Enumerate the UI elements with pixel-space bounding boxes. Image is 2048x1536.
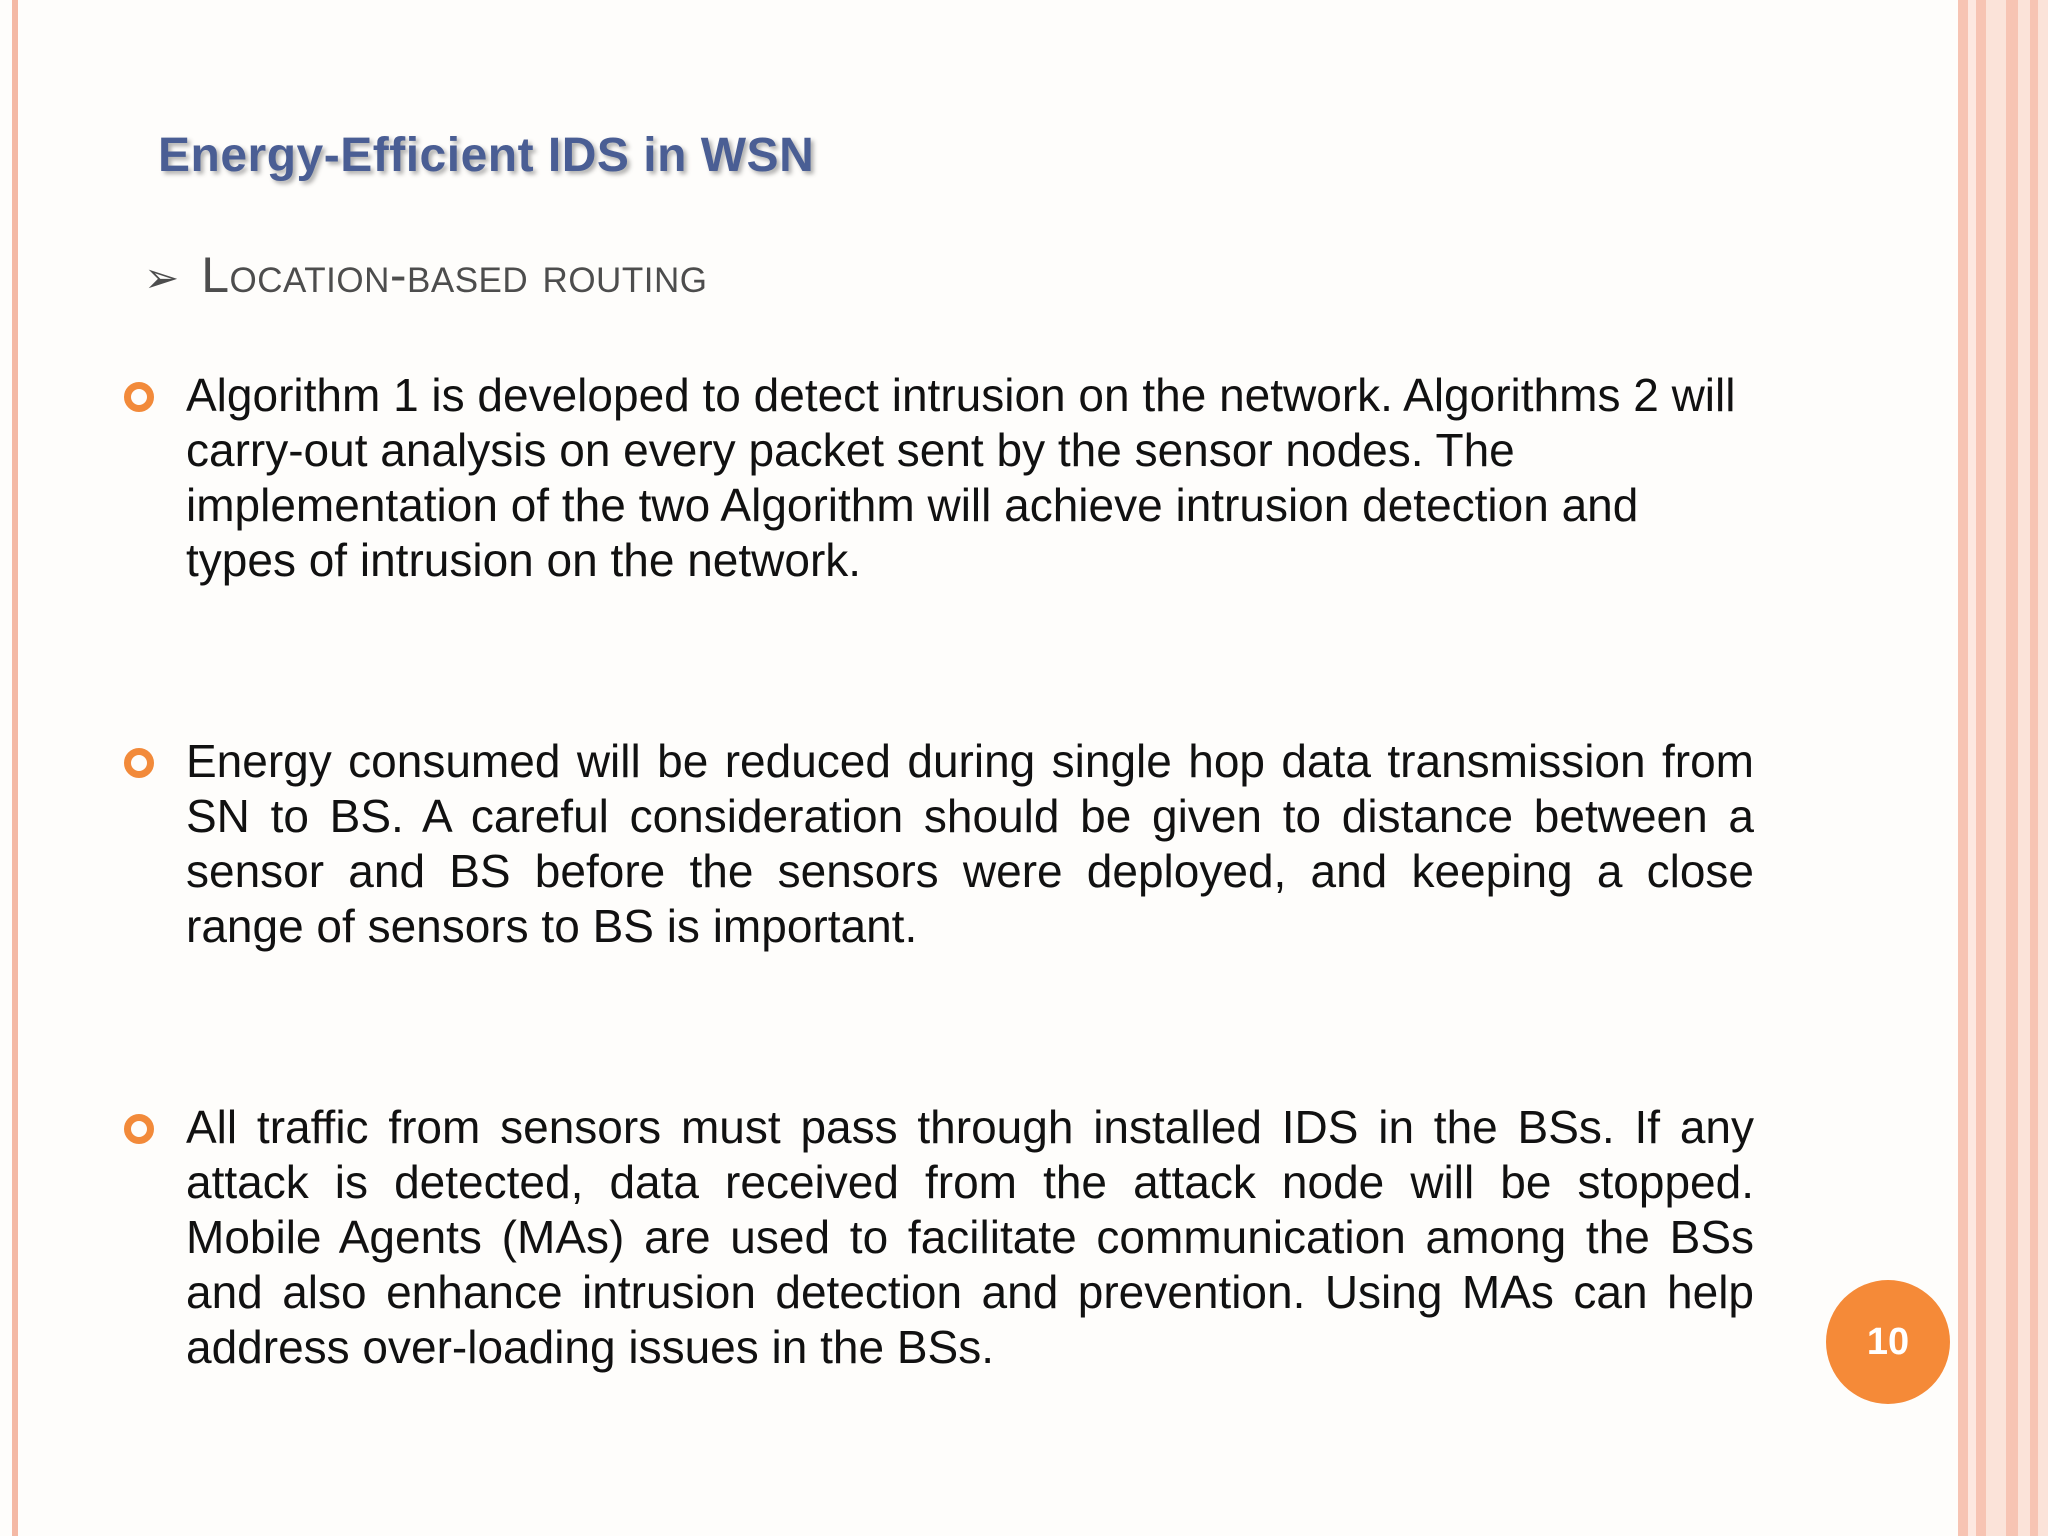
circle-bullet-icon [124, 748, 154, 778]
bullet-text: Algorithm 1 is developed to detect intrusion on the network. Algorithms 2 will carry-out analysis on every packet sent by the sensor nodes. The implementation of the two Algorithm will achieve intrusion detection and types of intrusion on the network. [186, 369, 1736, 586]
bullet-item [124, 1100, 1754, 1375]
subheading [144, 246, 707, 304]
bullet-item [124, 368, 1754, 588]
circle-bullet-icon [124, 1114, 154, 1144]
subheading-text: Location-based routing [201, 247, 708, 303]
circle-bullet-icon [124, 382, 154, 412]
right-stripe-decoration [2030, 0, 2038, 1536]
bullet-text: Energy consumed will be reduced during single hop data transmission from SN to BS. A careful consideration should be given to distance between a sensor and BS before the sensors were deployed, and keeping a close range of sensors to BS is important. [186, 735, 1754, 952]
page-number-badge [1826, 1280, 1950, 1404]
left-border-decoration [12, 0, 18, 1536]
slide-title: Energy-Efficient IDS in WSN [158, 129, 815, 182]
page-number: 10 [1866, 1320, 1910, 1363]
right-stripe-decoration [1976, 0, 1986, 1536]
right-stripe-decoration [1958, 0, 1968, 1536]
right-stripe-decoration [1968, 0, 1976, 1536]
bullet-item [124, 734, 1754, 954]
right-stripe-decoration [2006, 0, 2018, 1536]
bullet-text: All traffic from sensors must pass through installed IDS in the BSs. If any attack is detected, data received from the attack node will be stopped. Mobile Agents (MAs) are used to facilitate communication among the BSs and also enhance intrusion detection and prevention. Using MAs can help address over-loading issues in the BSs. [186, 1101, 1754, 1373]
arrow-bullet-icon: ➢ [144, 253, 180, 302]
